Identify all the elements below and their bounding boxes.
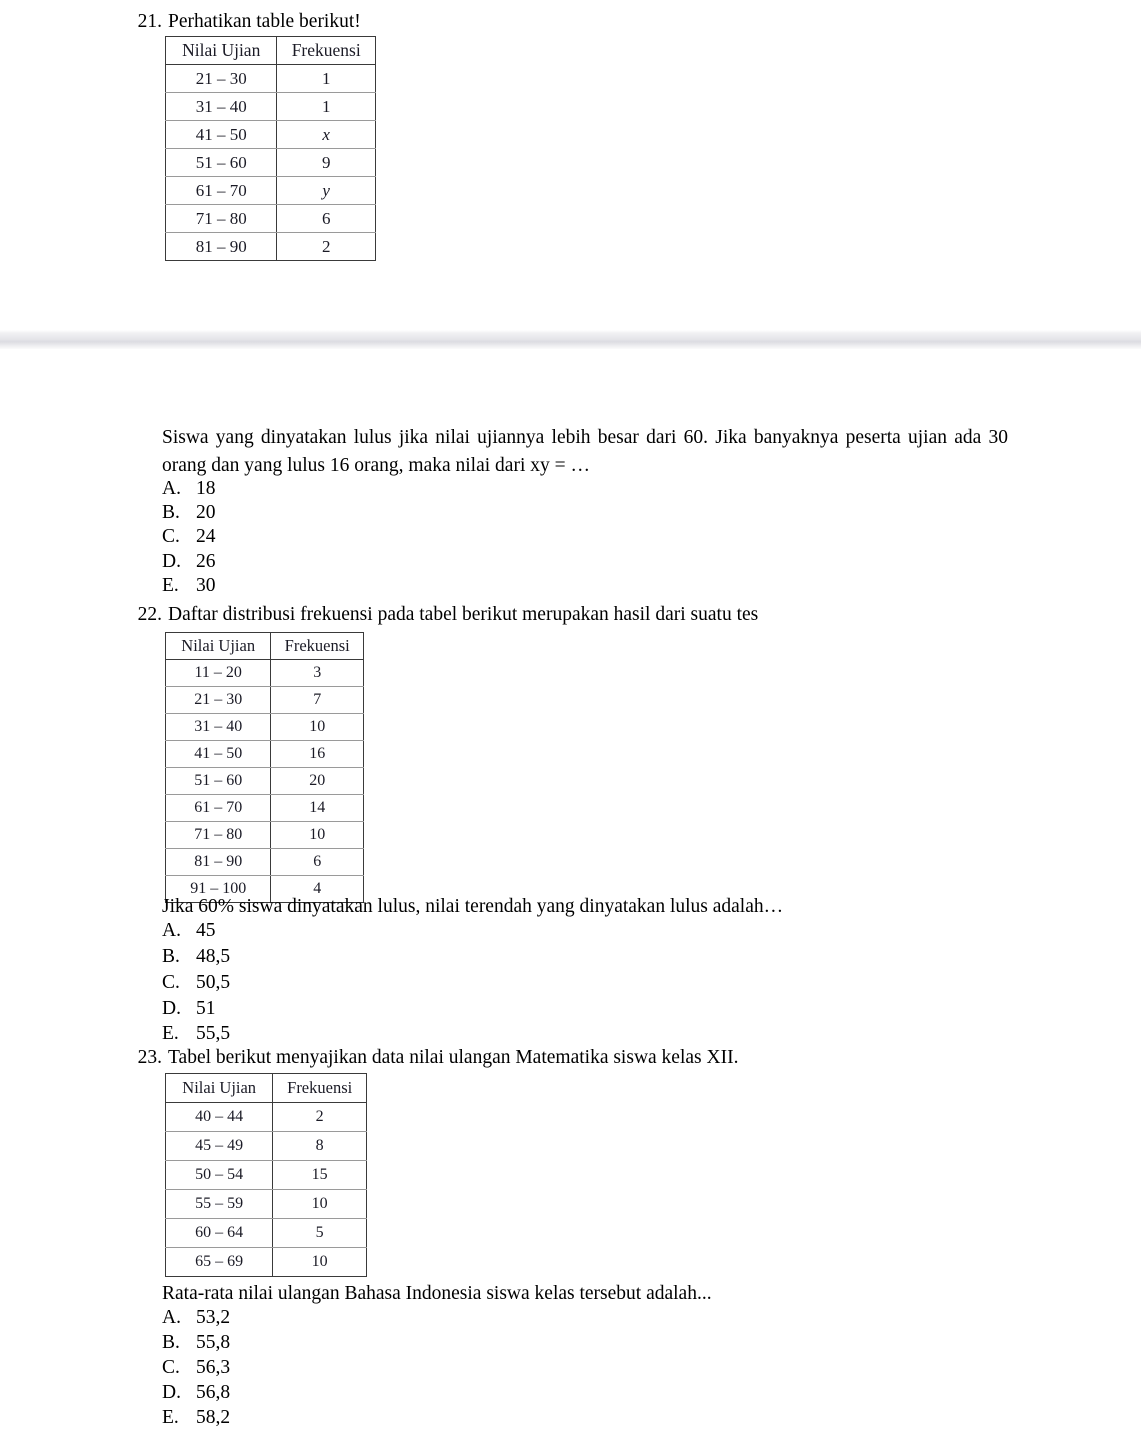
table-header-row [166, 633, 364, 660]
cell-frequency: 10 [273, 1190, 367, 1219]
option-key: A. [162, 1307, 181, 1328]
cell-frequency: 20 [271, 768, 364, 795]
question-23-body: Rata-rata nilai ulangan Bahasa Indonesia siswa kelas tersebut adalah... [162, 1283, 712, 1304]
option-value: 48,5 [196, 946, 231, 967]
cell-interval: 40 – 44 [166, 1103, 273, 1132]
table-header-nilai-ujian: Nilai Ujian [166, 633, 271, 660]
frequency-table-q23 [165, 1073, 367, 1277]
option-value: 51 [196, 998, 216, 1019]
question-23-option-b[interactable] [162, 1331, 230, 1355]
question-23-option-a[interactable] [162, 1306, 230, 1330]
table-row [166, 149, 376, 177]
table-row [166, 1103, 367, 1132]
cell-frequency: 15 [273, 1161, 367, 1190]
cell-frequency: 10 [273, 1248, 367, 1277]
option-value: 26 [196, 551, 216, 572]
cell-frequency: 7 [271, 687, 364, 714]
question-22-body: Jika 60% siswa dinyatakan lulus, nilai terendah yang dinyatakan lulus adalah… [162, 896, 784, 917]
option-key: D. [162, 551, 181, 572]
option-value: 24 [196, 526, 216, 547]
option-value: 53,2 [196, 1307, 231, 1328]
cell-interval: 61 – 70 [166, 177, 277, 205]
cell-frequency: x [277, 121, 376, 149]
question-23-option-c[interactable] [162, 1356, 230, 1380]
cell-frequency: 8 [273, 1132, 367, 1161]
cell-frequency: 4 [271, 876, 364, 903]
option-key: A. [162, 920, 181, 941]
table-row [166, 177, 376, 205]
option-key: D. [162, 998, 181, 1019]
option-key: C. [162, 972, 180, 993]
table-row [166, 205, 376, 233]
cell-interval: 61 – 70 [166, 795, 271, 822]
cell-interval: 31 – 40 [166, 93, 277, 121]
frequency-table-q22 [165, 632, 364, 903]
table-row [166, 849, 364, 876]
cell-interval: 51 – 60 [166, 768, 271, 795]
option-value: 56,8 [196, 1382, 231, 1403]
option-key: B. [162, 946, 180, 967]
frequency-table-q21 [165, 36, 376, 261]
table-header-frekuensi: Frekuensi [273, 1074, 367, 1103]
cell-interval: 91 – 100 [166, 876, 271, 903]
question-22-option-b[interactable] [162, 945, 230, 969]
cell-frequency: 6 [271, 849, 364, 876]
cell-frequency: 2 [277, 233, 376, 261]
cell-interval: 50 – 54 [166, 1161, 273, 1190]
cell-frequency: y [277, 177, 376, 205]
table-header-row [166, 1074, 367, 1103]
table-header-frekuensi: Frekuensi [271, 633, 364, 660]
cell-frequency: 9 [277, 149, 376, 177]
cell-interval: 45 – 49 [166, 1132, 273, 1161]
question-23-option-d[interactable] [162, 1381, 230, 1405]
table-header-frekuensi: Frekuensi [277, 37, 376, 65]
option-value: 58,2 [196, 1407, 231, 1428]
table-row [166, 741, 364, 768]
question-22-option-a[interactable] [162, 919, 216, 943]
table-row [166, 1161, 367, 1190]
table-row [166, 660, 364, 687]
option-key: E. [162, 1023, 179, 1044]
table-row [166, 1132, 367, 1161]
cell-frequency: 2 [273, 1103, 367, 1132]
cell-frequency: 6 [277, 205, 376, 233]
cell-frequency: 10 [271, 714, 364, 741]
question-21-prompt: Perhatikan table berikut! [168, 11, 361, 32]
table-row [166, 1248, 367, 1277]
cell-interval: 21 – 30 [166, 65, 277, 93]
question-21-option-e[interactable] [162, 574, 216, 598]
cell-interval: 31 – 40 [166, 714, 271, 741]
option-key: B. [162, 502, 180, 523]
option-value: 56,3 [196, 1357, 231, 1378]
question-22-option-c[interactable] [162, 971, 230, 995]
question-21-option-d[interactable] [162, 550, 216, 574]
option-value: 55,5 [196, 1023, 231, 1044]
table-row [166, 1190, 367, 1219]
table-row [166, 93, 376, 121]
cell-interval: 65 – 69 [166, 1248, 273, 1277]
option-value: 20 [196, 502, 216, 523]
question-21-option-a[interactable] [162, 477, 216, 501]
cell-interval: 55 – 59 [166, 1190, 273, 1219]
page-break-separator [0, 330, 1141, 349]
option-value: 50,5 [196, 972, 231, 993]
cell-interval: 51 – 60 [166, 149, 277, 177]
cell-interval: 71 – 80 [166, 822, 271, 849]
cell-frequency: 14 [271, 795, 364, 822]
cell-interval: 60 – 64 [166, 1219, 273, 1248]
cell-interval: 11 – 20 [166, 660, 271, 687]
option-value: 30 [196, 575, 216, 596]
table-row [166, 233, 376, 261]
cell-frequency: 16 [271, 741, 364, 768]
table-row [166, 768, 364, 795]
option-value: 45 [196, 920, 216, 941]
cell-frequency: 5 [273, 1219, 367, 1248]
option-key: D. [162, 1382, 181, 1403]
table-row [166, 687, 364, 714]
cell-interval: 41 – 50 [166, 121, 277, 149]
question-21-heading [128, 10, 361, 34]
option-key: E. [162, 1407, 179, 1428]
question-22-heading [128, 603, 758, 627]
cell-frequency: 10 [271, 822, 364, 849]
table-row [166, 795, 364, 822]
question-21-option-b[interactable] [162, 501, 216, 525]
option-key: B. [162, 1332, 180, 1353]
table-row [166, 1219, 367, 1248]
table-row [166, 822, 364, 849]
option-value: 18 [196, 478, 216, 499]
cell-frequency: 1 [277, 93, 376, 121]
table-row [166, 714, 364, 741]
table-header-row [166, 37, 376, 65]
cell-interval: 41 – 50 [166, 741, 271, 768]
table-header-nilai-ujian: Nilai Ujian [166, 1074, 273, 1103]
table-header-nilai-ujian: Nilai Ujian [166, 37, 277, 65]
cell-frequency: 1 [277, 65, 376, 93]
cell-interval: 21 – 30 [166, 687, 271, 714]
question-23-number: 23. [137, 1047, 162, 1068]
table-row [166, 121, 376, 149]
question-23-heading [128, 1046, 738, 1070]
question-22-prompt: Daftar distribusi frekuensi pada tabel berikut merupakan hasil dari suatu tes [168, 604, 759, 625]
question-22-option-e[interactable] [162, 1022, 230, 1046]
cell-frequency: 3 [271, 660, 364, 687]
option-value: 55,8 [196, 1332, 231, 1353]
option-key: E. [162, 575, 179, 596]
question-23-prompt: Tabel berikut menyajikan data nilai ulangan Matematika siswa kelas XII. [168, 1047, 739, 1068]
question-23-option-e[interactable] [162, 1406, 230, 1430]
question-21-option-c[interactable] [162, 525, 216, 549]
question-22-option-d[interactable] [162, 997, 216, 1021]
table-row [166, 65, 376, 93]
question-21-body: Siswa yang dinyatakan lulus jika nilai ujiannya lebih besar dari 60. Jika banyaknya peserta ujian ada 30 orang dan yang lulus 16 orang, maka nilai dari xy = … [162, 427, 1008, 476]
cell-interval: 81 – 90 [166, 849, 271, 876]
cell-interval: 81 – 90 [166, 233, 277, 261]
question-22-number: 22. [137, 604, 162, 625]
cell-interval: 71 – 80 [166, 205, 277, 233]
option-key: A. [162, 478, 181, 499]
option-key: C. [162, 1357, 180, 1378]
option-key: C. [162, 526, 180, 547]
question-21-number: 21. [137, 11, 162, 32]
